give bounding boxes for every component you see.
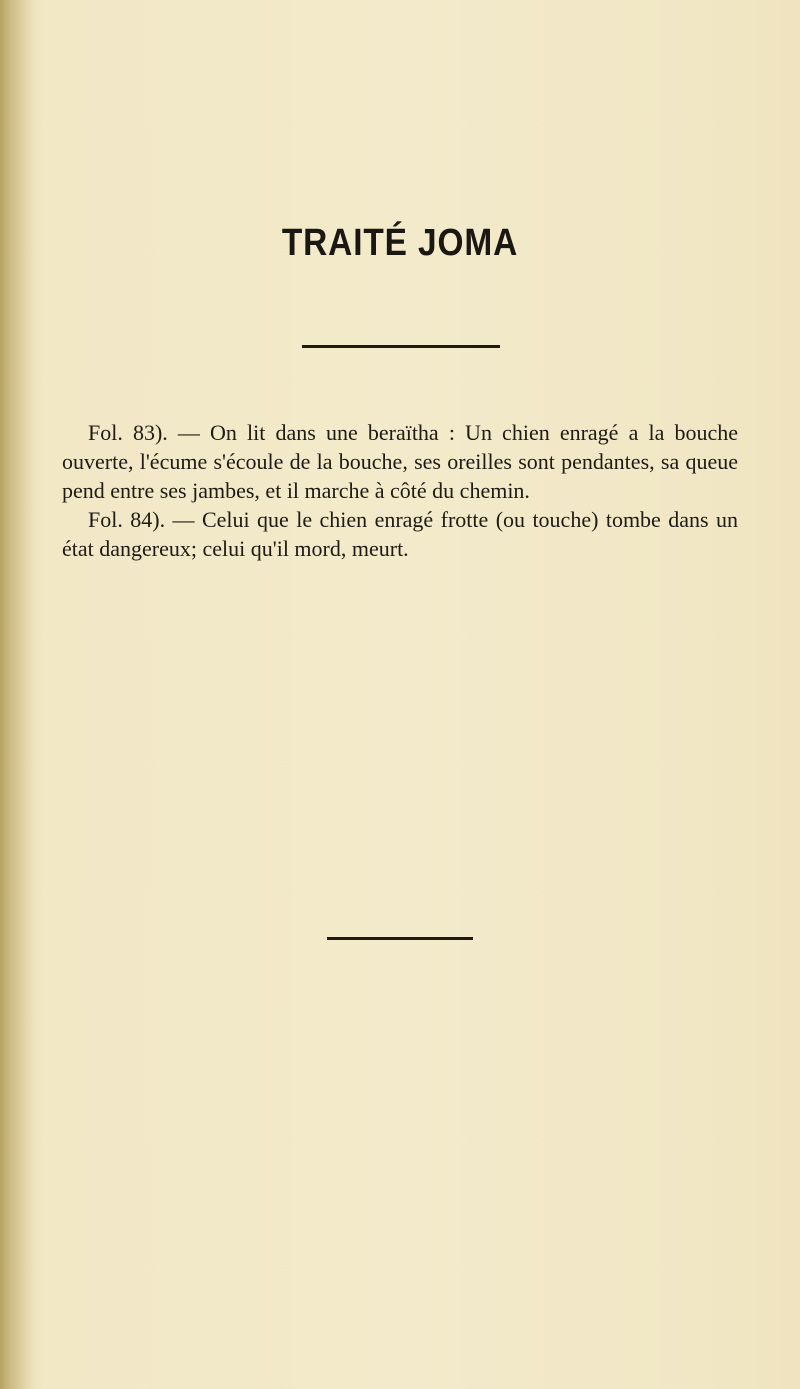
paragraph-fol-84: Fol. 84). — Celui que le chien enragé frotte (ou touche) tombe dans un état dangereux; celui qu'il mord, meurt. xyxy=(62,507,738,561)
page-title: TRAITÉ JOMA xyxy=(281,222,519,264)
top-rule-divider xyxy=(302,345,500,348)
bottom-rule-divider xyxy=(327,937,473,940)
body-text xyxy=(62,418,738,563)
paragraph-fol-83: Fol. 83). — On lit dans une beraïtha : Un chien enragé a la bouche ouverte, l'écume s'écoule de la bouche, ses oreilles sont pendantes, sa queue pend entre ses jambes, et il marche à côté du chemin. xyxy=(62,420,738,503)
